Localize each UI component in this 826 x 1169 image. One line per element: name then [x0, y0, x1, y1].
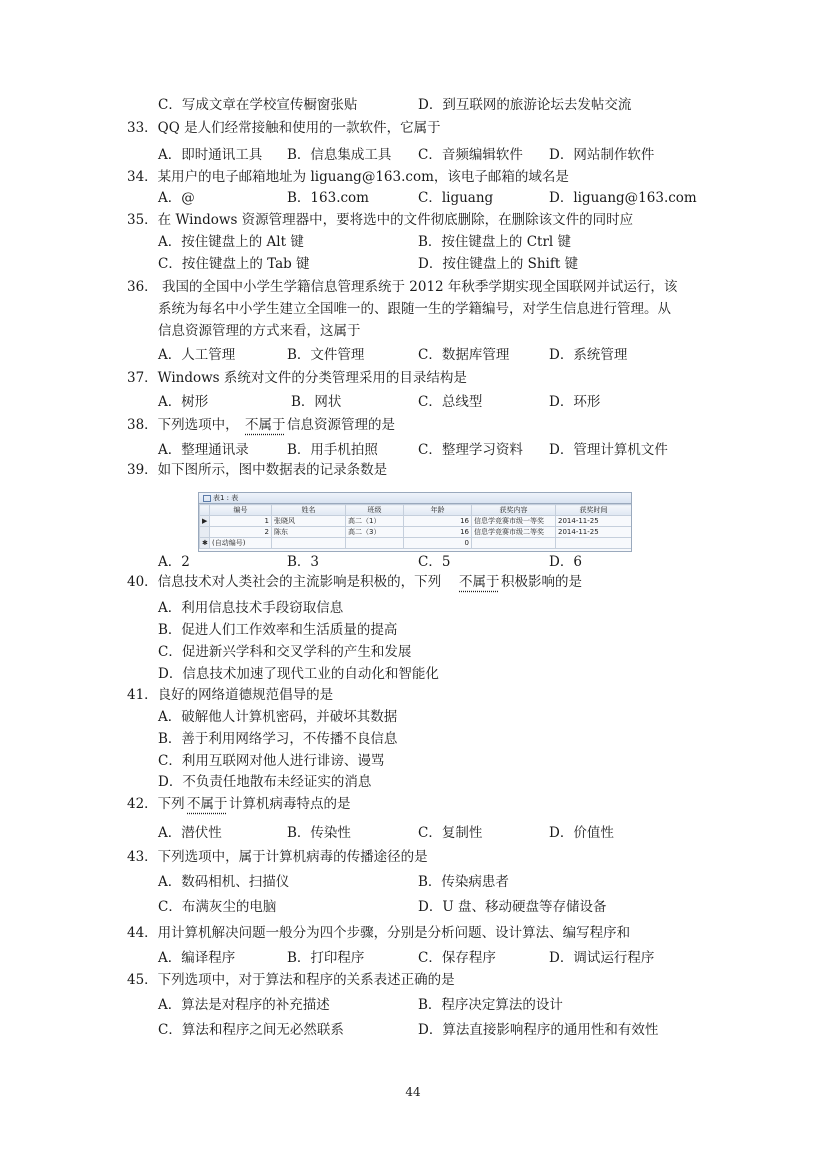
row-selector: ✱ [200, 538, 210, 549]
text-segment: B．打印程序 [287, 950, 365, 966]
table-cell [556, 538, 632, 549]
text-segment: D．不负责任地散布未经证实的消息 [158, 774, 372, 790]
table-cell: 信息学竞赛市级一等奖 [472, 516, 556, 527]
text-segment: D．liguang@163.com [549, 190, 697, 206]
text-segment: C．整理学习资料 [418, 442, 523, 458]
emphasis-text: 不属于 [187, 796, 228, 812]
question-stem: 43．下列选项中，属于计算机病毒的传播途径的是 [127, 849, 428, 865]
table-cell: 高二（1） [346, 516, 404, 527]
text-segment: D．价值性 [549, 825, 614, 841]
text-segment: B．网状 [291, 394, 342, 410]
text-segment: D．信息技术加速了现代工业的自动化和智能化 [158, 666, 439, 682]
text-segment: C．数据库管理 [418, 347, 510, 363]
text-segment: A．按住键盘上的 Alt 键 [158, 234, 304, 250]
table-cell: 1 [210, 516, 272, 527]
question-stem: 35．在 Windows 资源管理器中，要将选中的文件彻底删除，在删除该文件的同时应 [127, 212, 634, 228]
table-grid [199, 504, 632, 549]
page-number: 44 [405, 1085, 421, 1099]
question-stem: 36． 我国的全国中小学生学籍信息管理系统于 2012 年秋季学期实现全国联网并试运行，该 [127, 279, 678, 295]
table-cell: 2014-11-25 [556, 527, 632, 538]
text-segment: B．按住键盘上的 Ctrl 键 [418, 234, 572, 250]
text-segment: B．善于利用网络学习，不传播不良信息 [158, 731, 398, 747]
question-stem: 40．信息技术对人类社会的主流影响是积极的，下列 [127, 574, 442, 590]
text-segment: D．调试运行程序 [549, 950, 655, 966]
table-header-cell: 姓名 [272, 505, 346, 516]
text-segment: C．按住键盘上的 Tab 键 [158, 256, 310, 272]
text-segment: 积极影响的是 [501, 574, 582, 590]
text-segment: C．保存程序 [418, 950, 496, 966]
text-segment: D．系统管理 [549, 347, 628, 363]
table-icon [203, 495, 211, 502]
question-stem: 42．下列 [127, 796, 185, 812]
text-segment: B．用手机拍照 [287, 442, 378, 458]
table-cell [346, 538, 404, 549]
emphasis-text: 不属于 [459, 574, 500, 590]
question-stem: 39．如下图所示，图中数据表的记录条数是 [127, 462, 388, 478]
text-segment: C．音频编辑软件 [418, 147, 523, 163]
text-segment: C．利用互联网对他人进行诽谤、谩骂 [158, 753, 385, 769]
table-cell [472, 538, 556, 549]
text-segment: 系统为每名中小学生建立全国唯一的、跟随一生的学籍编号，对学生信息进行管理。从 [158, 301, 671, 317]
table-row [200, 538, 632, 549]
text-segment: D．管理计算机文件 [549, 442, 668, 458]
table-window-title [199, 493, 631, 504]
row-selector [200, 527, 210, 538]
text-segment: A．算法是对程序的补充描述 [158, 997, 330, 1013]
text-segment: 计算机病毒特点的是 [229, 796, 351, 812]
question-stem: 38．下列选项中， [127, 417, 239, 433]
text-segment: B．促进人们工作效率和生活质量的提高 [158, 622, 398, 638]
text-segment: D．U 盘、移动硬盘等存储设备 [418, 899, 607, 915]
table-header-cell [200, 505, 210, 516]
question-stem: 37．Windows 系统对文件的分类管理采用的目录结构是 [127, 370, 467, 386]
table-header-cell: 编号 [210, 505, 272, 516]
table-cell: 16 [404, 527, 472, 538]
question-stem: 45．下列选项中，对于算法和程序的关系表述正确的是 [127, 972, 455, 988]
text-segment: 信息资源管理的方式来看，这属于 [158, 323, 361, 339]
text-segment: A．即时通讯工具 [158, 147, 263, 163]
text-segment: A．利用信息技术手段窃取信息 [158, 600, 344, 616]
text-segment: A．潜伏性 [158, 825, 222, 841]
table-header-cell: 获奖内容 [472, 505, 556, 516]
table-cell: 信息学竞赛市级二等奖 [472, 527, 556, 538]
table-header-cell: 获奖时间 [556, 505, 632, 516]
text-segment: C．写成文章在学校宣传橱窗张贴 [158, 97, 358, 113]
table-cell [272, 538, 346, 549]
text-segment: B．3 [287, 554, 320, 570]
text-segment: D．按住键盘上的 Shift 键 [418, 256, 579, 272]
text-segment: C．促进新兴学科和交叉学科的产生和发展 [158, 644, 412, 660]
text-segment: D．网站制作软件 [549, 147, 655, 163]
text-segment: A．破解他人计算机密码，并破坏其数据 [158, 709, 398, 725]
table-cell: (自动编号) [210, 538, 272, 549]
table-cell: 张晓风 [272, 516, 346, 527]
text-segment: B．传染性 [287, 825, 351, 841]
text-segment: B．程序决定算法的设计 [418, 997, 563, 1013]
text-segment: 信息资源管理的是 [287, 417, 395, 433]
table-row [200, 527, 632, 538]
question-stem: 33．QQ 是人们经常接触和使用的一款软件，它属于 [127, 120, 441, 136]
question-stem: 41．良好的网络道德规范倡导的是 [127, 687, 334, 703]
text-segment: B．163.com [287, 190, 369, 206]
database-table-screenshot [198, 492, 632, 552]
text-segment: C．算法和程序之间无必然联系 [158, 1022, 344, 1038]
text-segment: C．总线型 [418, 394, 483, 410]
text-segment: D．到互联网的旅游论坛去发帖交流 [418, 97, 632, 113]
text-segment: C．复制性 [418, 825, 483, 841]
table-cell: 16 [404, 516, 472, 527]
question-stem: 44．用计算机解决问题一般分为四个步骤，分别是分析问题、设计算法、编写程序和 [127, 925, 631, 941]
text-segment: C．liguang [418, 190, 494, 206]
text-segment: D．算法直接影响程序的通用性和有效性 [418, 1022, 659, 1038]
text-segment: A．整理通讯录 [158, 442, 249, 458]
text-segment: A．树形 [158, 394, 209, 410]
text-segment: B．文件管理 [287, 347, 365, 363]
table-header-cell: 年龄 [404, 505, 472, 516]
table-cell: 0 [404, 538, 472, 549]
text-segment: A．@ [158, 190, 195, 206]
question-stem: 34．某用户的电子邮箱地址为 liguang@163.com，该电子邮箱的域名是 [127, 169, 569, 185]
row-selector: ▶ [200, 516, 210, 527]
text-segment: A．编译程序 [158, 950, 236, 966]
table-cell: 2014-11-25 [556, 516, 632, 527]
text-segment: A．数码相机、扫描仪 [158, 874, 290, 890]
table-header-cell: 班级 [346, 505, 404, 516]
text-segment: D．环形 [549, 394, 601, 410]
text-segment: A．2 [158, 554, 190, 570]
text-segment: B．信息集成工具 [287, 147, 392, 163]
table-row [200, 516, 632, 527]
emphasis-text: 不属于 [245, 417, 286, 433]
text-segment: B．传染病患者 [418, 874, 509, 890]
text-segment: C．5 [418, 554, 451, 570]
text-segment: D．6 [549, 554, 582, 570]
table-cell: 高二（3） [346, 527, 404, 538]
text-segment: C．布满灰尘的电脑 [158, 899, 277, 915]
table-cell: 陈东 [272, 527, 346, 538]
table-cell: 2 [210, 527, 272, 538]
text-segment: A．人工管理 [158, 347, 236, 363]
table-title-text: 表1 : 表 [213, 494, 239, 502]
